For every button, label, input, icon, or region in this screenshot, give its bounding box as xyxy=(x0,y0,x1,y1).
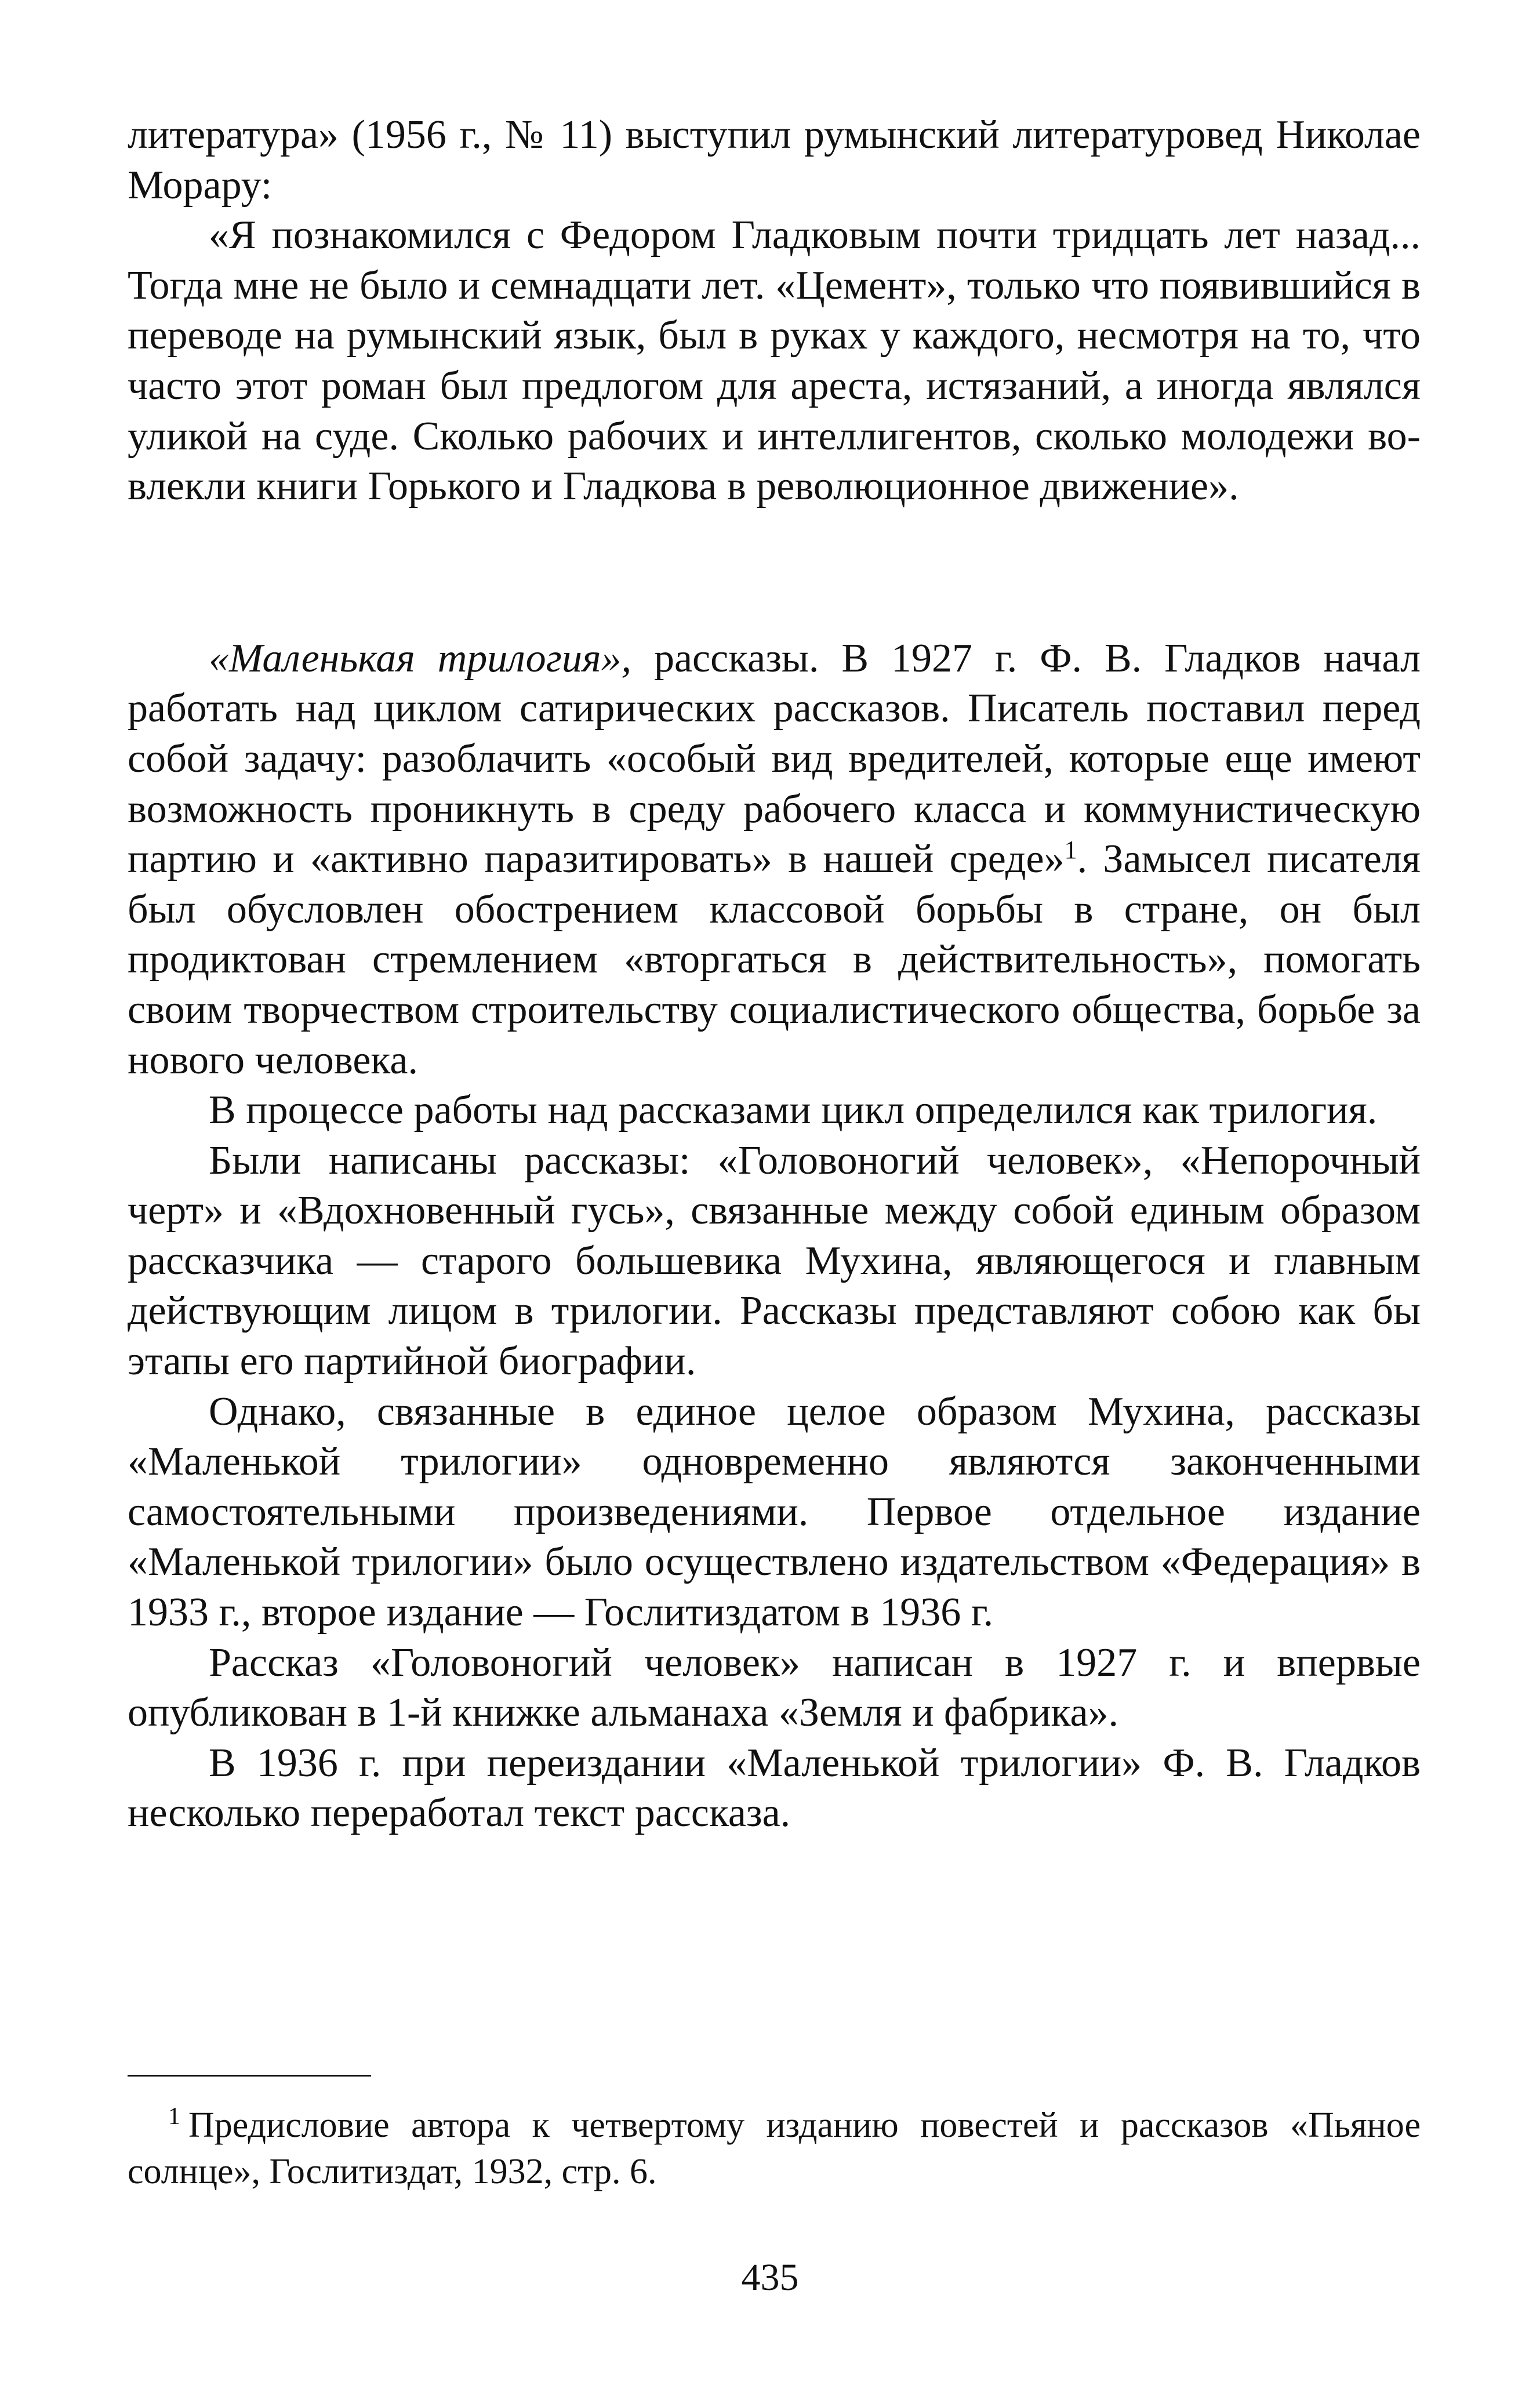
page-number: 435 xyxy=(741,2256,799,2299)
footnote-divider xyxy=(128,2075,371,2077)
footnote xyxy=(128,2093,1421,2195)
footnotes xyxy=(128,2093,1421,2195)
footnote-mark: 1 xyxy=(168,2103,180,2130)
paragraph: Рассказ «Головоногий человек» написан в 1927 г. и впервые опубликован в 1-й книжке альманаха «Земля и фабрика». xyxy=(128,1640,1421,1736)
section-title: «Маленькая трилогия», xyxy=(209,636,632,681)
section-lead-continued: . Замысел писателя был обусловлен обострением классовой борьбы в стране, он был продиктован стремлением «вторгаться в действительность», помогать своим творчеством строительству социалистического общества, борьбе за нового человека. xyxy=(128,837,1421,1083)
paragraph: Однако, связанные в единое целое образом Мухина, рассказы «Маленькой трилогии» одновременно являются законченными самостоятельными произведениями. Первое отдельное издание «Маленькой трилогии» было осуществлено издательством «Федерация» в 1933 г., второе издание — Гослитиздатом в 1936 г. xyxy=(128,1389,1421,1635)
paragraph: В процессе работы над рассказами цикл определился как трилогия. xyxy=(209,1088,1378,1133)
footnote-text: Предисловие автора к четвертому изданию повестей и рассказов «Пьяное солнце», Гослитиздат, 1932, стр. 6. xyxy=(128,2106,1421,2191)
paragraph: В 1936 г. при переиздании «Маленькой трилогии» Ф. В. Гладков несколько переработал текст рассказа. xyxy=(128,1740,1421,1836)
footnote-reference: 1 xyxy=(1064,836,1077,865)
section-paragraph xyxy=(128,634,1421,1086)
quote-paragraph: «Я познакомился с Федором Гладковым почти тридцать лет назад... Тогда мне не было и семнадцати лет. «Цемент», только что появившийся в переводе на румынский язык, был в руках у каждого, несмотря на то, что часто этот роман был предлогом для ареста, истязаний, а иногда являлся уликой на суде. Сколько рабочих и интеллигентов, сколько молодежи вовлекли книги Горького и Гладкова в революционное движение». xyxy=(128,213,1421,509)
intro-paragraph: литература» (1956 г., № 11) выступил румынский литературовед Николае Морару: xyxy=(128,112,1421,208)
page-body xyxy=(128,110,1421,1839)
section-lead: рассказы. В 1927 г. Ф. В. Гладков начал работать над циклом сатирических рассказов. Писатель поставил перед собой задачу: разоблачить «особый вид вредителей, которые еще имеют возможность проникнуть в среду рабочего класса и коммунистическую партию и «активно паразитировать» в нашей среде» xyxy=(128,636,1421,882)
paragraph: Были написаны рассказы: «Головоногий человек», «Непорочный черт» и «Вдохновенный гусь», связанные между собой единым образом рассказчика — старого большевика Мухина, являющегося и главным действующим лицом в трилогии. Рассказы представляют собою как бы этапы его партийной биографии. xyxy=(128,1138,1421,1384)
